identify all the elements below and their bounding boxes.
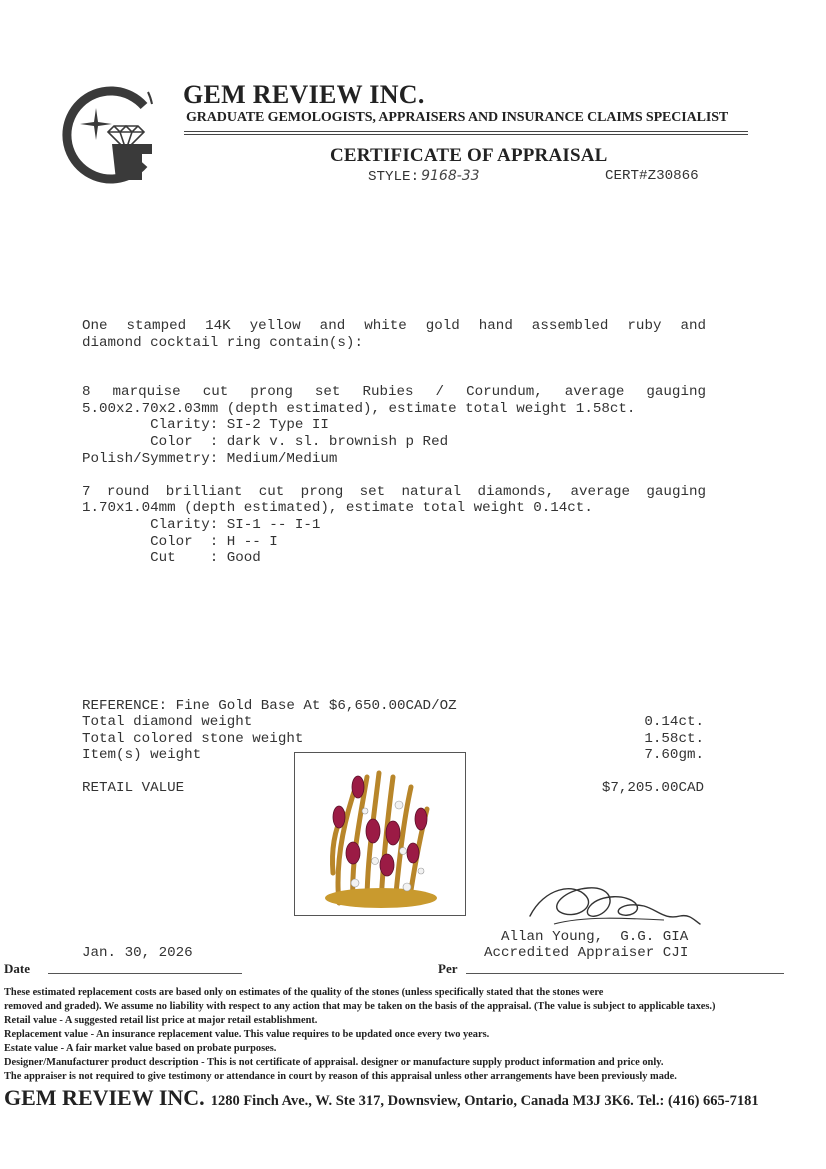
intro-line-2: diamond cocktail ring contain(s): bbox=[82, 335, 363, 351]
certificate-title: CERTIFICATE OF APPRAISAL bbox=[330, 145, 608, 166]
company-logo-icon bbox=[56, 84, 156, 188]
per-label: Per bbox=[438, 961, 458, 976]
colored-weight-value: 1.58ct. bbox=[644, 731, 704, 747]
company-name: GEM REVIEW INC. bbox=[183, 80, 425, 109]
retail-value-label: RETAIL VALUE bbox=[82, 780, 185, 796]
date-underline bbox=[48, 972, 242, 974]
appraiser-signature bbox=[524, 872, 704, 932]
diamonds-color: Color : H -- I bbox=[82, 534, 278, 550]
retail-value: $7,205.00CAD bbox=[601, 780, 704, 796]
ring-photo bbox=[294, 752, 466, 916]
cert-number: CERT#Z30866 bbox=[605, 168, 699, 184]
rubies-line-1: 8 marquise cut prong set Rubies / Corundum, average gauging bbox=[82, 384, 706, 400]
diamonds-cut: Cut : Good bbox=[82, 550, 261, 566]
footer-address: 1280 Finch Ave., W. Ste 317, Downsview, Ontario, Canada M3J 3K6. Tel.: (416) 665-7181 bbox=[210, 1093, 759, 1109]
rubies-clarity: Clarity: SI-2 Type II bbox=[82, 417, 329, 433]
style-field bbox=[368, 168, 480, 185]
rubies-color: Color : dark v. sl. brownish p Red bbox=[82, 434, 449, 450]
per-underline bbox=[466, 972, 784, 974]
appraiser-name: Allan Young, G.G. GIA bbox=[501, 929, 689, 945]
company-tagline: GRADUATE GEMOLOGISTS, APPRAISERS AND INSURANCE CLAIMS SPECIALIST bbox=[186, 110, 729, 125]
diamond-weight-label: Total diamond weight bbox=[82, 714, 253, 730]
disclaimer-line-7: The appraiser is not required to give testimony or attendance in court by reason of this appraisal unless other arrangements have been previously made. bbox=[4, 1071, 677, 1082]
header-rule bbox=[184, 131, 748, 135]
appraisal-date: Jan. 30, 2026 bbox=[82, 945, 193, 961]
diamonds-line-2: 1.70x1.04mm (depth estimated), estimate total weight 0.14ct. bbox=[82, 500, 593, 516]
rubies-line-2: 5.00x2.70x2.03mm (depth estimated), estimate total weight 1.58ct. bbox=[82, 401, 636, 417]
intro-line-1: One stamped 14K yellow and white gold hand assembled ruby and bbox=[82, 318, 706, 334]
diamonds-clarity: Clarity: SI-1 -- I-1 bbox=[82, 517, 321, 533]
rubies-polish: Polish/Symmetry: Medium/Medium bbox=[82, 451, 338, 467]
disclaimer-line-6: Designer/Manufacturer product description - This is not certificate of appraisal. designer or manufacture supply product information and price only. bbox=[4, 1057, 664, 1068]
item-weight-value: 7.60gm. bbox=[644, 747, 704, 763]
item-weight-label: Item(s) weight bbox=[82, 747, 202, 763]
style-label: STYLE: bbox=[368, 169, 420, 185]
appraiser-title: Accredited Appraiser CJI bbox=[484, 945, 689, 961]
disclaimer-line-1: These estimated replacement costs are based only on estimates of the quality of the stones (unless specifically stated that the stones were bbox=[4, 987, 604, 998]
disclaimer-line-2: removed and graded). We assume no liability with respect to any action that may be taken on the basis of the appraisal. (The value is subject to applicable taxes.) bbox=[4, 1001, 716, 1012]
disclaimer-line-4: Replacement value - An insurance replacement value. This value requires to be updated once every two years. bbox=[4, 1029, 490, 1040]
style-value: 9168-33 bbox=[421, 168, 480, 184]
disclaimer-line-3: Retail value - A suggested retail list price at major retail establishment. bbox=[4, 1015, 318, 1026]
footer-company-name: GEM REVIEW INC. bbox=[4, 1085, 205, 1110]
disclaimer-line-5: Estate value - A fair market value based on probate purposes. bbox=[4, 1043, 277, 1054]
date-label: Date bbox=[4, 961, 30, 976]
footer-brand-line bbox=[4, 1085, 759, 1111]
reference-price: REFERENCE: Fine Gold Base At $6,650.00CAD/OZ bbox=[82, 698, 457, 714]
diamond-weight-value: 0.14ct. bbox=[644, 714, 704, 730]
diamonds-line-1: 7 round brilliant cut prong set natural diamonds, average gauging bbox=[82, 484, 706, 500]
colored-weight-label: Total colored stone weight bbox=[82, 731, 304, 747]
